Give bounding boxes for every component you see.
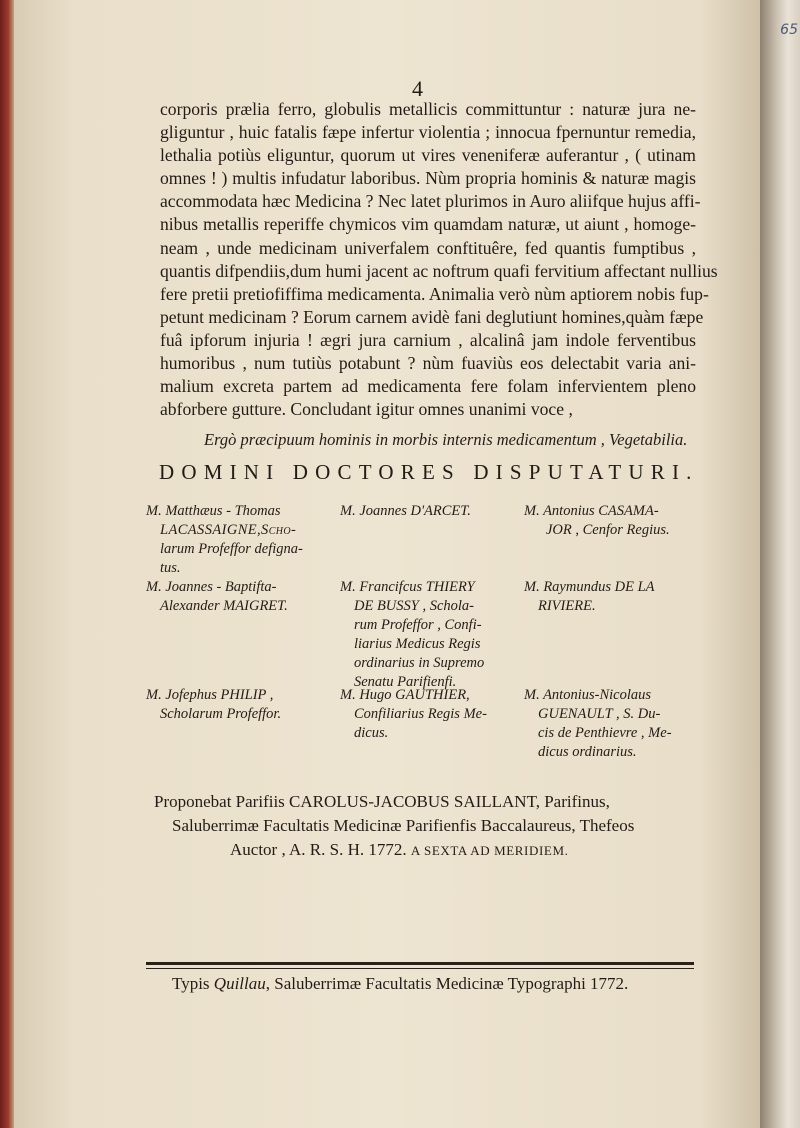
doctor-line: M. Antonius-Nicolaus (524, 687, 652, 703)
doctor-line: dicus. (354, 725, 389, 741)
proponebat-line-1: Proponebat Parifiis CAROLUS-JACOBUS SAILLANT, Parifinus, (154, 792, 610, 811)
doctor-line: M. Hugo GAUTHIER, (340, 687, 470, 703)
body-paragraph (160, 98, 718, 421)
body-line: accommodata hæc Medicina ? Nec latet plurimos in Auro aliifque hujus affi- (160, 191, 701, 212)
doctor-line: M. Antonius CASAMA- (524, 503, 659, 519)
book-fore-edge-right (760, 0, 800, 1128)
proponebat-author-date: Auctor , A. R. S. H. 1772. (230, 840, 407, 859)
imprint-suffix: , Saluberrimæ Facultatis Medicinæ Typographi 1772. (265, 974, 629, 993)
doctor-line: Senatu Parifienfi. (354, 674, 457, 690)
doctor-line: DE BUSSY , Schola- (354, 598, 475, 614)
imprint-printer-name: Quillau (213, 974, 266, 993)
printer-imprint (172, 974, 692, 994)
body-line: fere pretii pretiofiffima medicamenta. Animalia verò nùm aptiorem nobis fup- (160, 283, 709, 304)
doctor-line: GUENAULT , S. Du- (538, 706, 661, 722)
body-line: gliguntur , huic fatalis fæpe infertur violentia ; innocua fpernuntur remedia, (160, 122, 696, 143)
doctor-line: rum Profeffor , Confi- (354, 617, 482, 633)
folio-reference: 65 (780, 22, 798, 38)
doctor-line: JOR , Cenfor Regius. (546, 522, 670, 538)
body-line: neam , unde medicinam univerfalem conftituêre, fed quantis fumptibus , (160, 237, 696, 258)
doctor-line: tus. (160, 560, 181, 576)
book-binding-left-edge (0, 0, 14, 1128)
doctors-heading: DOMINI DOCTORES DISPUTATURI. (159, 460, 699, 484)
doctor-entry-lacassaigne (146, 502, 303, 578)
thesis-conclusion: Ergò præcipuum hominis in morbis internis medicamentum , Vegetabilia. (204, 430, 688, 449)
doctor-entry-gauthier (340, 686, 487, 743)
doctor-entry-de-la-riviere (524, 578, 655, 616)
body-line: corporis prælia ferro, globulis metallicis committuntur : naturæ jura ne- (160, 99, 696, 119)
proponebat-statement (154, 790, 714, 863)
doctor-line: M. Matthæus - Thomas (146, 503, 281, 519)
body-line: quantis difpendiis,dum humi jacent ac noftrum quafi fervitium affectant nullius (160, 260, 718, 281)
divider-rule-thin (146, 968, 694, 969)
doctor-line: Scholarum Profeffor. (160, 706, 282, 722)
doctor-line: Alexander MAIGRET. (160, 598, 288, 614)
body-line: petunt medicinam ? Eorum carnem avidè fani deglutiunt homines,quàm fæpe (160, 306, 704, 327)
document-page (14, 0, 760, 1128)
doctor-line: Confiliarius Regis Me- (354, 706, 487, 722)
doctor-entry-darcet (340, 502, 471, 521)
page-number: 4 (412, 76, 423, 101)
body-line: abforbere gutture. Concludant igitur omnes unanimi voce , (160, 399, 573, 420)
doctor-entry-maigret (146, 578, 288, 616)
doctor-entry-thiery-de-bussy (340, 578, 484, 692)
doctor-entry-casamajor (524, 502, 670, 540)
doctor-entry-philip (146, 686, 281, 724)
body-line: humoribus , num tutiùs potabunt ? nùm fuaviùs eos delectabit varia ani- (160, 353, 696, 374)
doctor-line: liarius Medicus Regis (354, 636, 481, 652)
imprint-prefix: Typis (172, 974, 214, 993)
doctor-line: M. Joannes D'ARCET. (340, 503, 471, 519)
doctor-line: RIVIERE. (538, 598, 596, 614)
body-line: nibus metallis reperiffe chymicos vim quamdam naturæ, ut aiunt , homoge- (160, 214, 696, 235)
doctor-line: cis de Penthievre , Me- (538, 725, 672, 741)
body-line: omnes ! ) multis infudatur laboribus. Nùm propria hominis & naturæ magis (160, 168, 696, 189)
doctor-line: ordinarius in Supremo (354, 655, 485, 671)
doctor-line: dicus ordinarius. (538, 744, 637, 760)
doctor-line: larum Profeffor defigna- (160, 541, 303, 557)
body-line: lethalia potiùs eliguntur, quorum ut vires veneniferæ auferantur , ( utinam (160, 145, 696, 166)
doctor-line: M. Jofephus PHILIP , (146, 687, 274, 703)
doctor-line: M. Francifcus THIERY (340, 579, 475, 595)
doctor-entry-guenault (524, 686, 672, 762)
body-line: malium excreta partem ad medicamenta fere folam infervientem pleno (160, 376, 696, 397)
doctor-line: M. Raymundus DE LA (524, 579, 655, 595)
doctor-line: LACASSAIGNE,Scho- (160, 522, 297, 538)
body-line: fuâ ipforum injuria ! ægri jura carnium , alcalinâ jam indole ferventibus (160, 329, 696, 350)
divider-rule-thick (146, 962, 694, 965)
proponebat-time: A SEXTA AD MERIDIEM. (410, 843, 569, 858)
proponebat-line-2: Saluberrimæ Facultatis Medicinæ Parifienfis Baccalaureus, Thefeos (172, 816, 635, 835)
proponebat-line-3 (154, 838, 714, 863)
doctor-line: M. Joannes - Baptifta- (146, 579, 277, 595)
